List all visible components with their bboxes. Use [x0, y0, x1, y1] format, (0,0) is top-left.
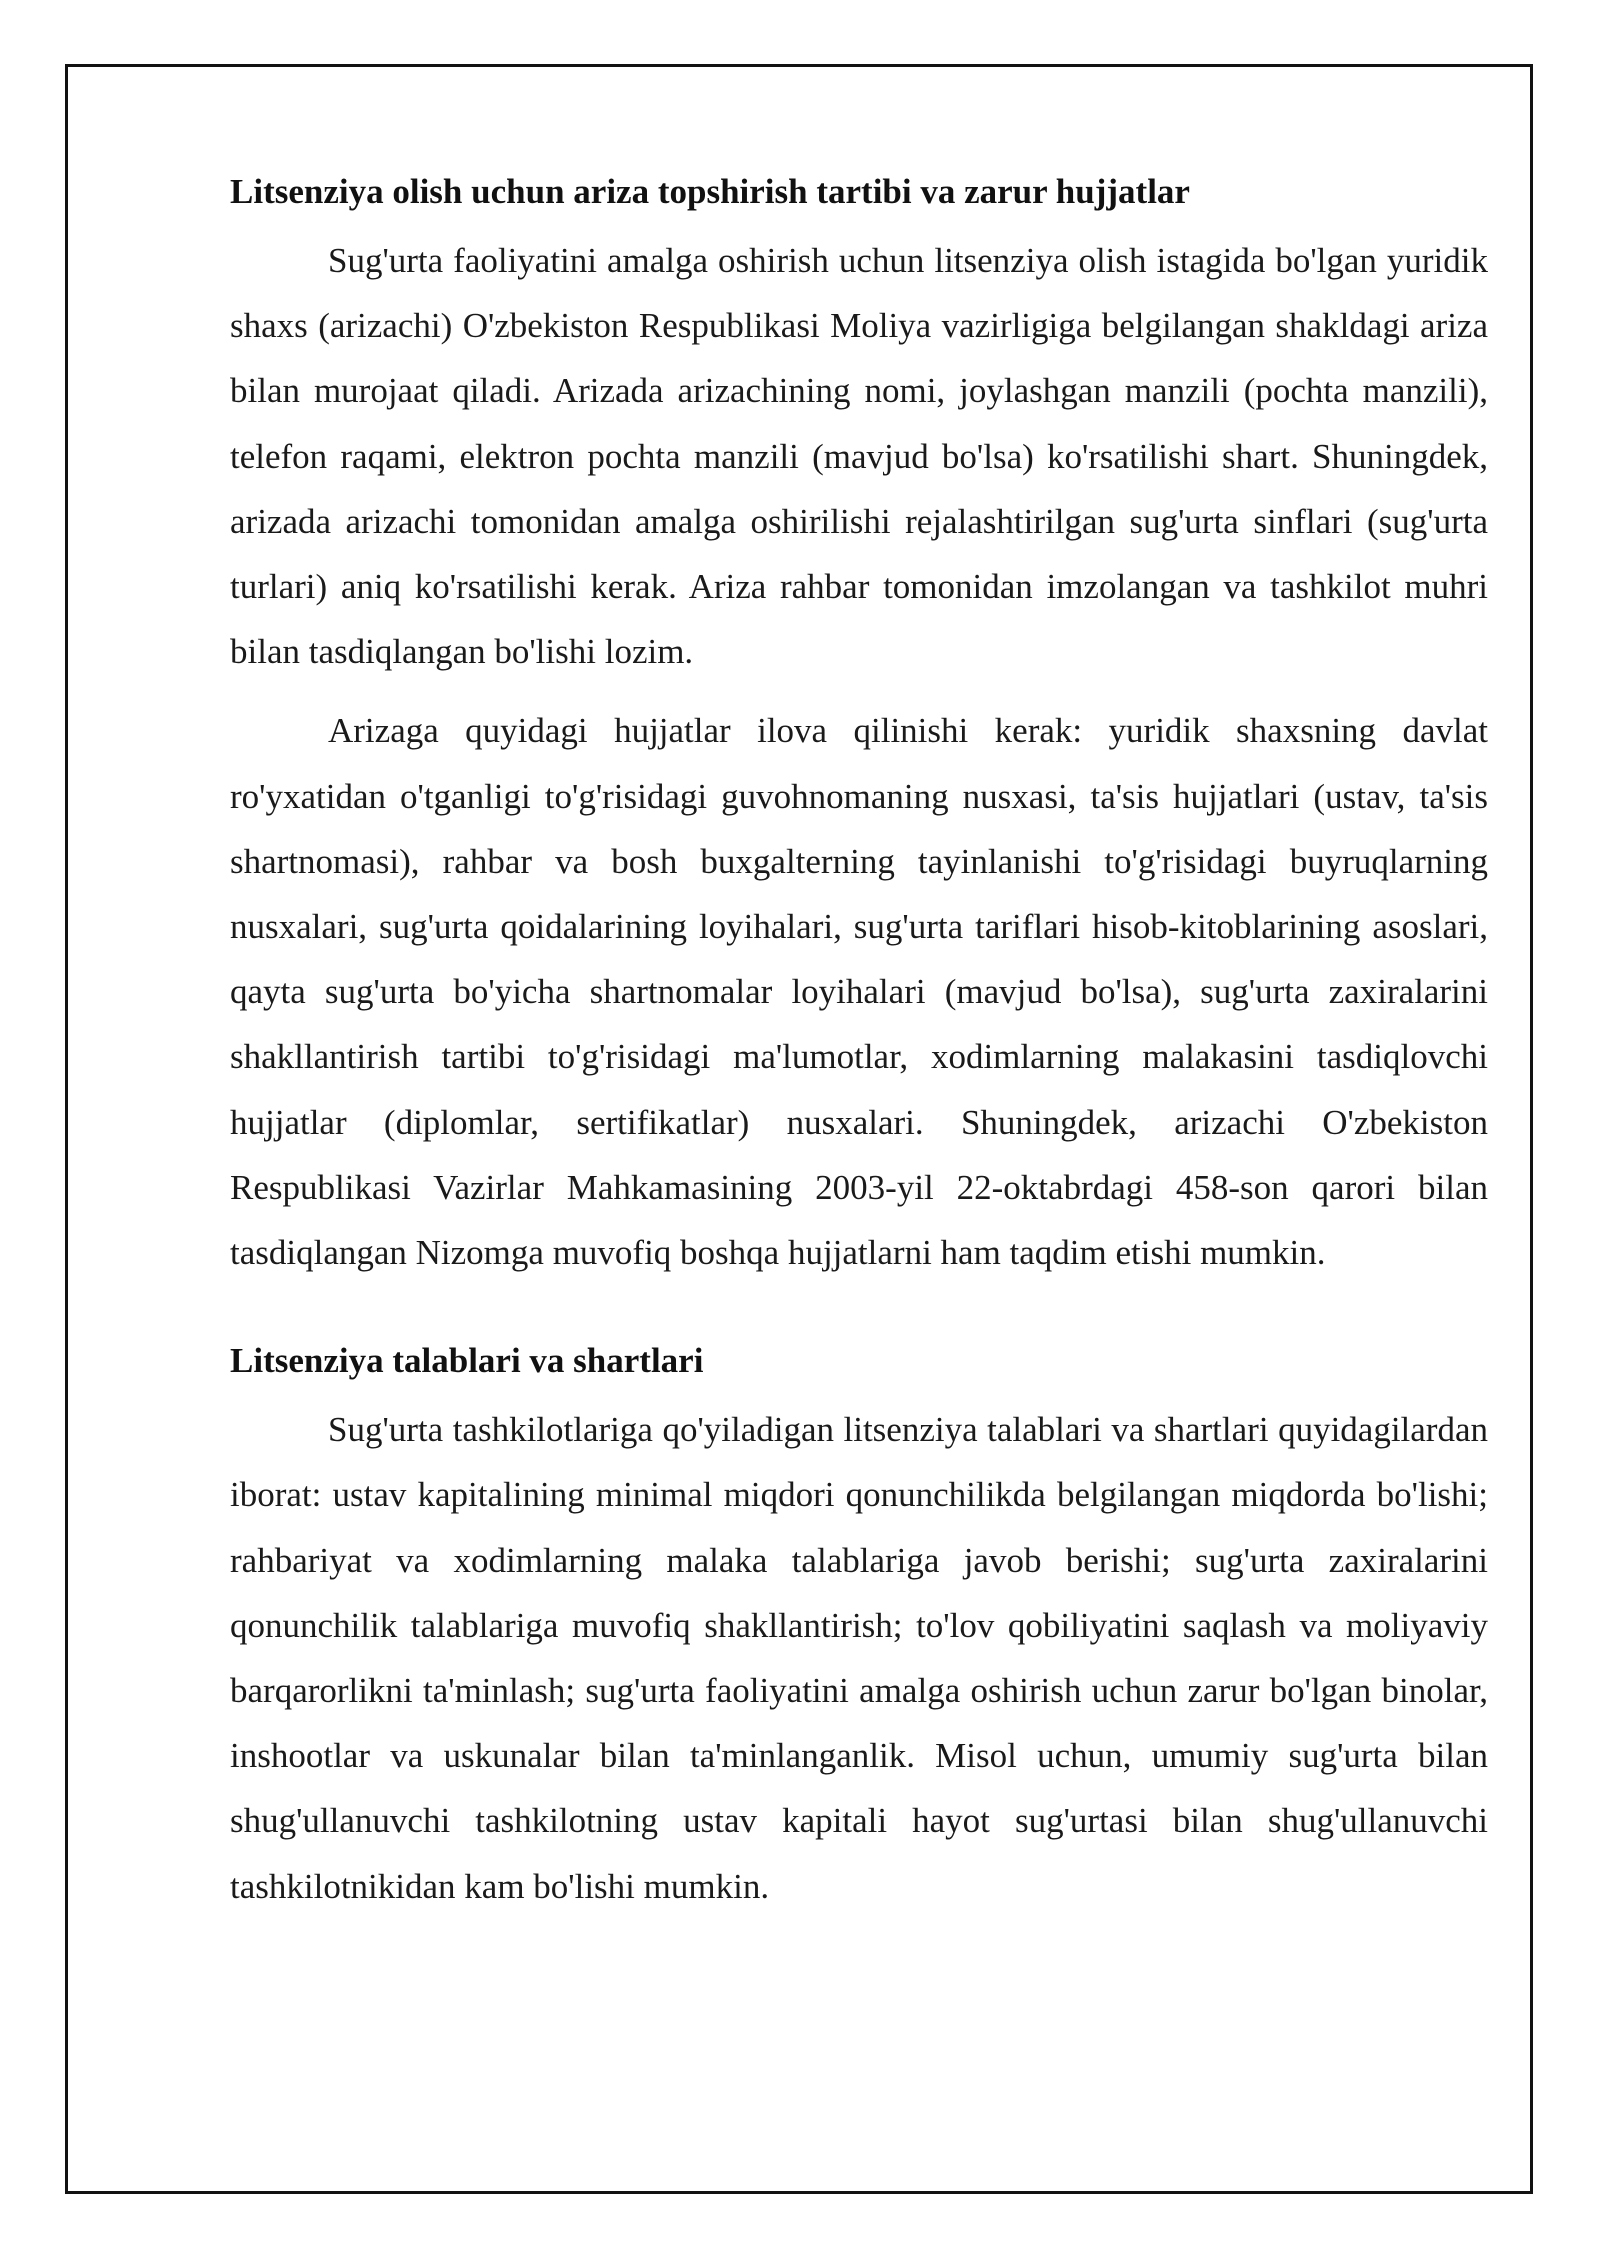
paragraph-required-documents: Arizaga quyidagi hujjatlar ilova qilinishi kerak: yuridik shaxsning davlat ro'yxatidan o'tganligi to'g'risidagi guvohnomaning nusxasi, ta'sis hujjatlari (ustav, ta'sis shartnomasi), rahbar va bosh buxgalterning tayinlanishi to'g'risidagi buyruqlarning nusxalari, sug'urta qoidalarining loyihalari, sug'urta tariflari hisob-kitoblarining asoslari, qayta sug'urta bo'yicha shartnomalar loyihalari (mavjud bo'lsa), sug'urta zaxiralarini shakllantirish tartibi to'g'risidagi ma'lumotlar, xodimlarning malakasini tasdiqlovchi hujjatlar (diplomlar, sertifikatlar) nusxalari. Shuningdek, arizachi O'zbekiston Respublikasi Vazirlar Mahkamasining 2003-yil 22-oktabrdagi 458-son qarori bilan tasdiqlangan Nizomga muvofiq boshqa hujjatlarni ham taqdim etishi mumkin. [230, 711, 1488, 1273]
section-heading-application: Litsenziya olish uchun ariza topshirish tartibi va zarur hujjatlar [230, 172, 1190, 211]
paragraph-application-procedure: Sug'urta faoliyatini amalga oshirish uchun litsenziya olish istagida bo'lgan yuridik shaxs (arizachi) O'zbekiston Respublikasi Moliya vazirligiga belgilangan shakldagi ariza bilan murojaat qiladi. Arizada arizachining nomi, joylashgan manzili (pochta manzili), telefon raqami, elektron pochta manzili (mavjud bo'lsa) ko'rsatilishi shart. Shuningdek, arizada arizachi tomonidan amalga oshirilishi rejalashtirilgan sug'urta sinflari (sug'urta turlari) aniq ko'rsatilishi kerak. Ariza rahbar tomonidan imzolangan va tashkilot muhri bilan tasdiqlangan bo'lishi lozim. [230, 241, 1488, 672]
paragraph-license-requirements: Sug'urta tashkilotlariga qo'yiladigan litsenziya talablari va shartlari quyidagilardan iborat: ustav kapitalining minimal miqdori qonunchilikda belgilangan miqdorda bo'lishi; rahbariyat va xodimlarning malaka talablariga javob berishi; sug'urta zaxiralarini qonunchilik talablariga muvofiq shakllantirish; to'lov qobiliyatini saqlash va moliyaviy barqarorlikni ta'minlash; sug'urta faoliyatini amalga oshirish uchun zarur bo'lgan binolar, inshootlar va uskunalar bilan ta'minlanganlik. Misol uchun, umumiy sug'urta bilan shug'ullanuvchi tashkilotning ustav kapitali hayot sug'urtasi bilan shug'ullanuvchi tashkilotnikidan kam bo'lishi mumkin. [230, 1410, 1488, 1906]
section-heading-requirements: Litsenziya talablari va shartlari [230, 1341, 704, 1381]
document-body [230, 170, 1488, 1933]
